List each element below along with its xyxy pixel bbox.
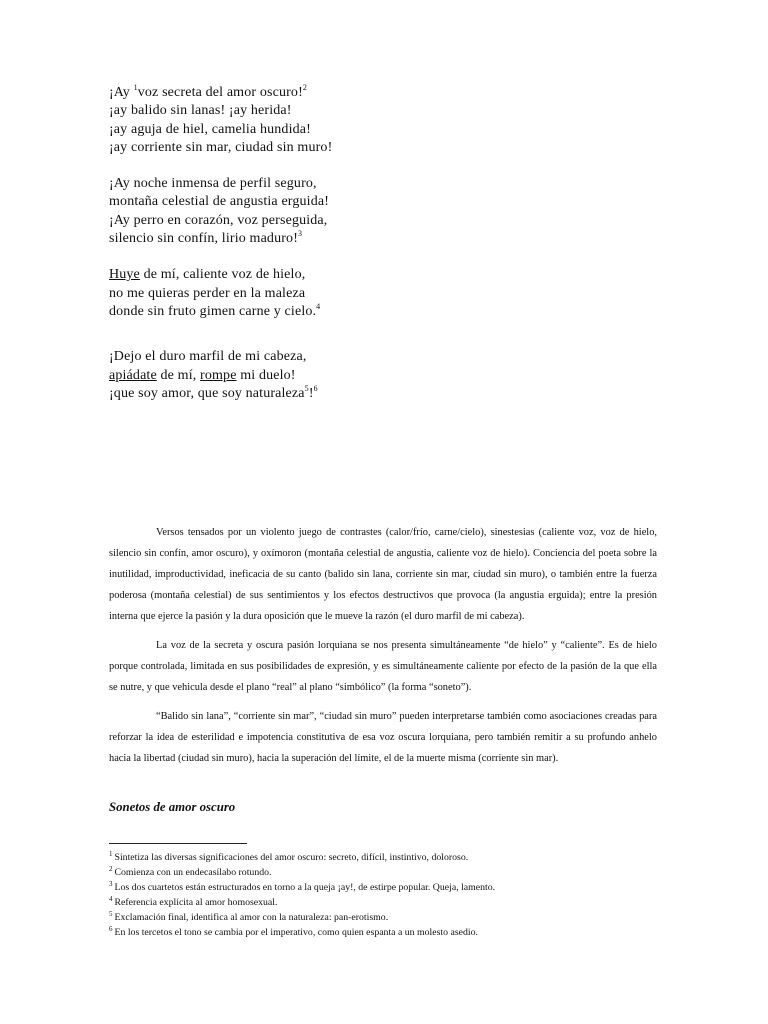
footnote-number: 5 bbox=[109, 910, 113, 918]
poem-line bbox=[109, 367, 509, 385]
footnote bbox=[109, 925, 669, 940]
line-text: voz secreta del amor oscuro! bbox=[137, 85, 303, 100]
poem-line: ¡Ay perro en corazón, voz perseguida, bbox=[109, 212, 328, 228]
footnote-number: 2 bbox=[109, 865, 113, 873]
line-text: mi duelo! bbox=[236, 367, 296, 383]
footnote-ref-3[interactable]: 3 bbox=[298, 229, 303, 239]
underlined-word: Huye bbox=[109, 267, 140, 283]
poem-line: no me quieras perder en la maleza bbox=[109, 285, 306, 301]
footnote-ref-5[interactable]: 5 bbox=[304, 383, 309, 393]
line-text: donde sin fruto gimen carne y cielo. bbox=[109, 303, 317, 319]
commentary-paragraph: Versos tensados por un violento juego de contrastes (calor/frío, carne/cielo), sinestesias (caliente voz, voz de hielo, silencio sin confín, amor oscuro), y oxímoron (montaña celestial de angustia, caliente voz de hielo). Conciencia del poeta sobre la inutilidad, improductividad, ineficacia de su canto (balido sin lana, corriente sin mar, ciudad sin muro), o también entre la fuerza poderosa (montaña celestial) de sus sentimientos y los efectos destructivos que provoca (la angustia erguida); entre la presión interna que ejerce la pasión y la dura oposición que le mueve la razón (el duro marfil de mi cabeza). bbox=[109, 527, 657, 622]
footnote-text: Sintetiza las diversas significaciones del amor oscuro: secreto, difícil, instintivo, doloroso. bbox=[114, 852, 469, 863]
poem-line: ¡ay balido sin lanas! ¡ay herida! bbox=[109, 103, 292, 119]
footnote-ref-6[interactable]: 6 bbox=[313, 383, 318, 393]
footnote-number: 3 bbox=[109, 880, 113, 888]
poem-line: ¡Dejo el duro marfil de mi cabeza, bbox=[109, 349, 307, 365]
footnote bbox=[109, 865, 669, 880]
footnote-ref-2[interactable]: 2 bbox=[302, 83, 308, 92]
commentary-paragraph: “Balido sin lana”, “corriente sin mar”, “ciudad sin muro” pueden interpretarse también como asociaciones creadas para reforzar la idea de esterilidad e impotencia constitutiva de esa voz oscura lorquiana, pero también remitir a su profundo anhelo hacia la libertad (ciudad sin muro), hacia la superación del límite, el de la muerte misma (corriente sin mar). bbox=[109, 711, 657, 764]
line-text: silencio sin confín, lirio maduro! bbox=[109, 231, 299, 247]
footnote-ref-1[interactable]: 1 bbox=[133, 83, 138, 92]
poem-line: ¡ay corriente sin mar, ciudad sin muro! bbox=[109, 139, 333, 155]
poem bbox=[109, 84, 509, 403]
poem-stanza-1 bbox=[109, 84, 509, 157]
poem-line: montaña celestial de angustia erguida! bbox=[109, 194, 330, 210]
poem-line bbox=[109, 385, 509, 403]
line-text: de mí, caliente voz de hielo, bbox=[139, 267, 306, 283]
poem-stanza-2 bbox=[109, 175, 509, 248]
underlined-word: rompe bbox=[200, 367, 237, 383]
poem-stanza-4 bbox=[109, 348, 509, 403]
footnote bbox=[109, 850, 669, 865]
footnote-text: Exclamación final, identifica al amor con la naturaleza: pan-erotismo. bbox=[114, 912, 389, 923]
commentary-paragraph: La voz de la secreta y oscura pasión lorquiana se nos presenta simultáneamente “de hielo” y “caliente”. Es de hielo porque controlada, limitada en sus posibilidades de expresión, y es simultáneamente caliente por efecto de la pasión de la que ella se nutre, y que vehicula desde el plano “real” al plano “simbólico” (la forma “soneto”). bbox=[109, 640, 657, 693]
commentary bbox=[109, 522, 657, 777]
poem-line bbox=[109, 84, 509, 102]
footnote-separator bbox=[109, 843, 247, 844]
poem-line bbox=[109, 266, 509, 284]
footnote-text: En los tercetos el tono se cambia por el imperativo, como quien espanta a un molesto asedio. bbox=[114, 927, 478, 938]
footnote-text: Los dos cuartetos están estructurados en torno a la queja ¡ay!, de estirpe popular. Queja, lamento. bbox=[114, 882, 496, 893]
footnote-text: Referencia explícita al amor homosexual. bbox=[114, 897, 278, 908]
footnote-text: Comienza con un endecasílabo rotundo. bbox=[114, 867, 272, 878]
footnote-number: 4 bbox=[109, 895, 113, 903]
footnote bbox=[109, 895, 669, 910]
footnotes bbox=[109, 850, 669, 940]
line-text: ¡que soy amor, que soy naturaleza bbox=[109, 385, 305, 401]
poem-line: ¡ay aguja de hiel, camelia hundida! bbox=[109, 121, 311, 137]
poem-line bbox=[109, 230, 509, 248]
footnote-number: 6 bbox=[109, 925, 113, 933]
poem-stanza-3 bbox=[109, 266, 509, 321]
poem-line: ¡Ay noche inmensa de perfil seguro, bbox=[109, 176, 317, 192]
line-text: ¡Ay bbox=[109, 85, 134, 100]
line-text: ! bbox=[308, 385, 314, 401]
section-heading: Sonetos de amor oscuro bbox=[109, 800, 236, 814]
footnote bbox=[109, 880, 669, 895]
line-text: de mí, bbox=[156, 367, 201, 383]
footnote-number: 1 bbox=[109, 850, 113, 858]
footnote bbox=[109, 910, 669, 925]
footnote-ref-4[interactable]: 4 bbox=[316, 301, 321, 311]
underlined-word: apiádate bbox=[109, 367, 157, 383]
poem-line bbox=[109, 303, 509, 321]
